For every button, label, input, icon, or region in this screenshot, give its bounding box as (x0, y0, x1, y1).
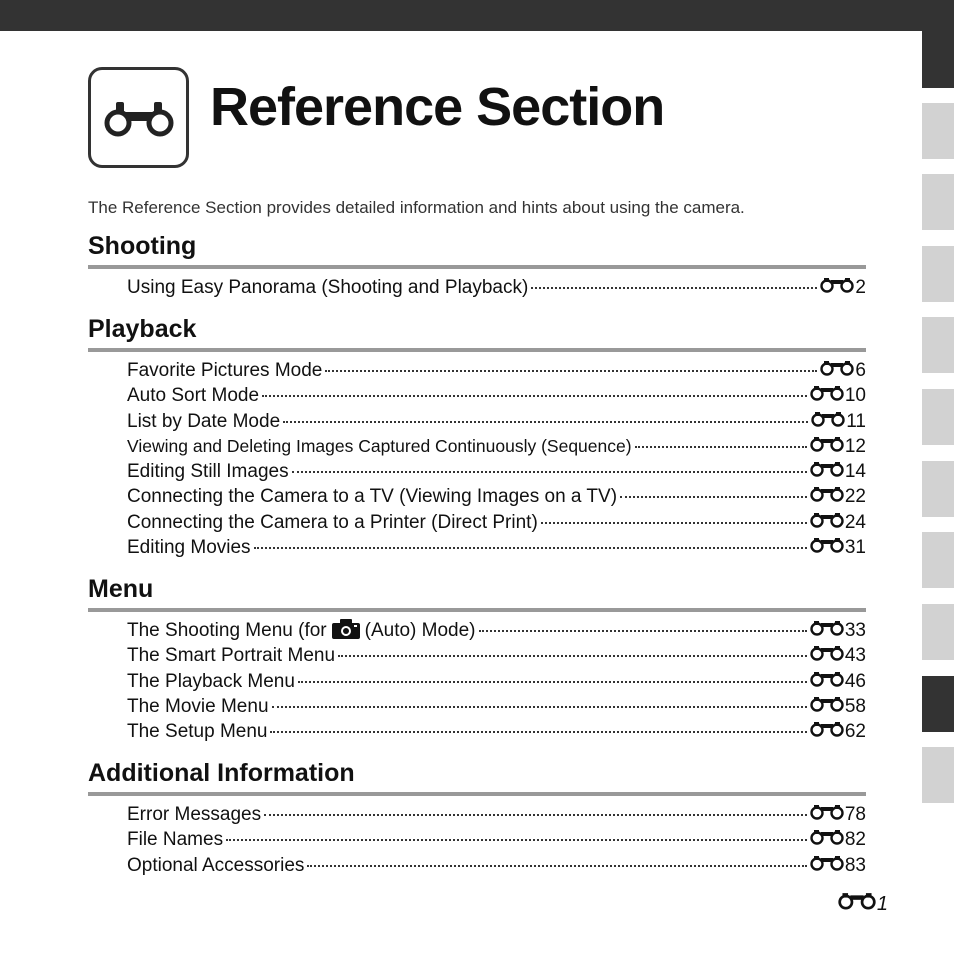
toc-entry-optional-accessories[interactable] (127, 853, 866, 878)
entry-label: Optional Accessories (127, 854, 305, 876)
section-heading: Playback (88, 315, 197, 343)
page-title: Reference Section (210, 77, 665, 137)
entry-label: The Shooting Menu (for (Auto) Mode) (127, 618, 476, 646)
top-bar (0, 0, 954, 31)
side-tab-8 (922, 532, 954, 588)
entry-label: Using Easy Panorama (Shooting and Playback) (127, 277, 529, 298)
side-tab-9 (922, 604, 954, 660)
reference-e-icon (820, 275, 854, 300)
reference-e-icon (810, 510, 844, 535)
section-heading: Shooting (88, 232, 197, 260)
section-rule (88, 348, 866, 352)
toc-entry-error-messages[interactable] (127, 802, 866, 827)
section-heading: Additional Information (88, 759, 355, 787)
entry-label: Connecting the Camera to a Printer (Direct Print) (127, 511, 538, 533)
toc-entry-playback-menu[interactable] (127, 669, 866, 694)
reference-e-icon (810, 643, 844, 668)
entry-page: 43 (844, 645, 866, 667)
binoculars-icon (88, 67, 189, 168)
side-tab-3 (922, 174, 954, 230)
entry-page: 24 (844, 511, 866, 533)
dot-leader (272, 706, 807, 708)
section-rule (88, 608, 866, 612)
entry-label: Editing Still Images (127, 461, 289, 483)
dot-leader (292, 471, 807, 473)
entry-page: 33 (844, 620, 866, 641)
entry-page: 78 (844, 804, 866, 825)
camera-icon (332, 619, 360, 646)
entry-page: 46 (844, 670, 866, 692)
reference-e-icon (810, 484, 844, 509)
toc-entry-tv[interactable] (127, 484, 866, 509)
dot-leader (307, 865, 806, 867)
reference-e-icon (820, 358, 854, 383)
entry-label: Viewing and Deleting Images Captured Continuously (Sequence) (127, 435, 632, 456)
reference-e-icon (810, 669, 844, 694)
dot-leader (298, 681, 807, 683)
entry-label: Favorite Pictures Mode (127, 360, 323, 381)
side-tab-1 (922, 31, 954, 88)
entry-label: Editing Movies (127, 537, 251, 559)
toc-entry-favorite-pictures[interactable] (127, 358, 866, 383)
toc-entry-sequence[interactable] (127, 434, 866, 459)
entry-label: List by Date Mode (127, 410, 281, 432)
page-footer (838, 893, 888, 916)
reference-e-icon (810, 618, 844, 643)
dot-leader (541, 522, 807, 524)
side-tab-10-active (922, 676, 954, 732)
section-shooting (88, 231, 866, 300)
reference-e-icon (810, 719, 844, 744)
toc-entry-shooting-menu[interactable] (127, 618, 866, 643)
dot-leader (635, 446, 807, 448)
reference-e-icon (810, 694, 844, 719)
side-tab-5 (922, 317, 954, 373)
entry-page: 12 (844, 435, 866, 457)
reference-e-icon (810, 383, 844, 408)
toc-entry-setup-menu[interactable] (127, 719, 866, 744)
dot-leader (254, 547, 807, 549)
entry-page: 6 (855, 360, 866, 381)
side-tab-11 (922, 747, 954, 803)
toc-entry-smart-portrait[interactable] (127, 643, 866, 668)
entry-label: Connecting the Camera to a TV (Viewing Images on a TV) (127, 486, 618, 508)
entry-page: 11 (846, 410, 866, 432)
entry-label: The Smart Portrait Menu (127, 645, 336, 667)
entry-label: The Setup Menu (127, 721, 268, 743)
toc-entry-list-by-date[interactable] (127, 409, 866, 434)
dot-leader (338, 655, 807, 657)
toc-entry-printer[interactable] (127, 510, 866, 535)
dot-leader (325, 370, 817, 372)
entry-page: 2 (855, 277, 866, 298)
toc-entry-easy-panorama[interactable] (127, 275, 866, 300)
reference-e-icon (810, 535, 844, 560)
dot-leader (479, 630, 807, 632)
reference-e-icon (810, 802, 844, 827)
reference-e-icon (810, 827, 844, 852)
entry-page: 62 (844, 721, 866, 743)
dot-leader (270, 731, 806, 733)
entry-page: 22 (844, 486, 866, 508)
side-tab-7 (922, 461, 954, 517)
page-number: 1 (876, 893, 888, 915)
section-heading: Menu (88, 575, 154, 603)
entry-label: The Playback Menu (127, 670, 295, 692)
toc-entry-movie-menu[interactable] (127, 694, 866, 719)
reference-e-icon (838, 893, 876, 916)
section-rule (88, 265, 866, 269)
dot-leader (531, 287, 817, 289)
reference-e-icon (811, 409, 845, 434)
side-tab-4 (922, 246, 954, 302)
reference-e-icon (810, 459, 844, 484)
entry-page: 14 (844, 461, 866, 483)
entry-label: Auto Sort Mode (127, 385, 260, 407)
entry-label: File Names (127, 829, 224, 851)
entry-page: 10 (844, 385, 866, 407)
intro-text: The Reference Section provides detailed information and hints about using the camera. (88, 198, 745, 217)
entry-label: Error Messages (127, 804, 262, 825)
dot-leader (226, 839, 807, 841)
entry-label: The Movie Menu (127, 695, 269, 717)
section-additional-information (88, 758, 866, 878)
toc-entry-file-names[interactable] (127, 827, 866, 852)
dot-leader (262, 395, 807, 397)
dot-leader (264, 814, 807, 816)
dot-leader (283, 421, 808, 423)
entry-page: 83 (844, 854, 866, 876)
entry-page: 82 (844, 829, 866, 851)
side-tab-2 (922, 103, 954, 159)
dot-leader (620, 496, 807, 498)
entry-page: 31 (844, 537, 866, 559)
section-menu (88, 574, 866, 744)
entry-page: 58 (844, 695, 866, 717)
reference-e-icon (810, 434, 844, 459)
toc-entry-editing-movies[interactable] (127, 535, 866, 560)
reference-e-icon (810, 853, 844, 878)
toc-entry-editing-still[interactable] (127, 459, 866, 484)
section-playback (88, 314, 866, 560)
section-rule (88, 792, 866, 796)
toc-entry-auto-sort[interactable] (127, 383, 866, 408)
side-tab-6 (922, 389, 954, 445)
